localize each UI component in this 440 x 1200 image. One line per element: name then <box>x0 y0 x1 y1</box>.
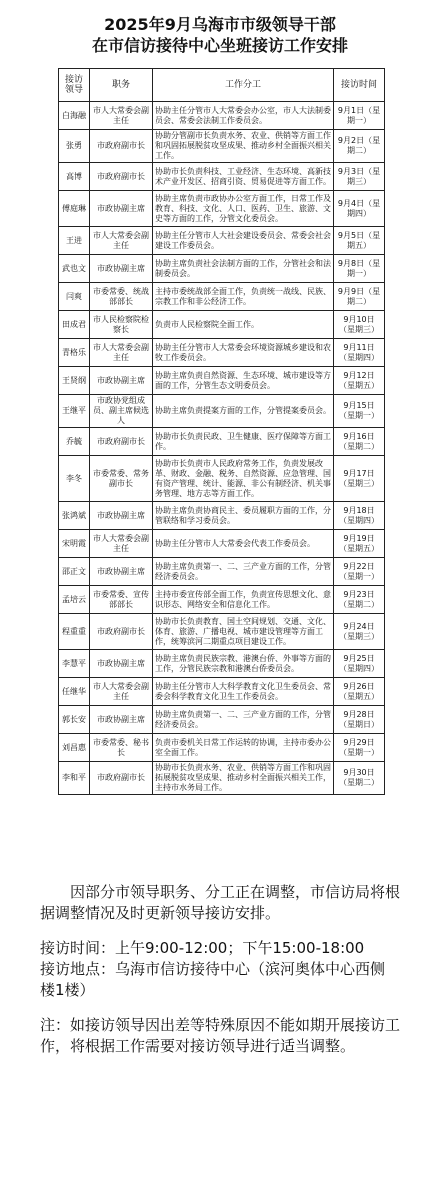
leader-name-cell: 孟培云 <box>59 586 90 614</box>
duty-cell: 协助主席负责民族宗教、港澳台侨、外事等方面的工作，分管民族宗教和港澳台侨委员会。 <box>153 650 334 678</box>
reception-date-cell: 9月12日（星期五） <box>334 367 385 395</box>
table-row <box>59 130 385 163</box>
leader-name-cell: 任继华 <box>59 678 90 706</box>
duty-cell: 负责市委机关日常工作运转的协调，主持市委办公室全面工作。 <box>153 734 334 762</box>
position-cell: 市委常委、秘书长 <box>90 734 153 762</box>
table-row <box>59 367 385 395</box>
position-cell: 市人大常委会副主任 <box>90 339 153 367</box>
reception-date-cell: 9月16日（星期二） <box>334 428 385 456</box>
leader-name-cell: 李慧平 <box>59 650 90 678</box>
duty-cell: 协助市长负责市人民政府常务工作，负责发展改革、财政、金融、税务、自然资源、应急管理、国有资产管理、统计、能源、非公有制经济、机关事务管理、地方志等方面工作。 <box>153 456 334 502</box>
position-cell: 市政协副主席 <box>90 367 153 395</box>
table-row <box>59 706 385 734</box>
title-line-2: 在市信访接待中心坐班接访工作安排 <box>91 36 348 55</box>
reception-date-cell: 9月30日（星期二） <box>334 762 385 795</box>
duty-cell: 协助主席负责市政协办公室方面工作，日常工作及教育、科技、文化、人口、医药、卫生、旅游、文史等方面的工作，分管文化委员会。 <box>153 191 334 227</box>
leader-name-cell: 王继平 <box>59 395 90 428</box>
leader-name-cell: 程重重 <box>59 614 90 650</box>
table-row <box>59 255 385 283</box>
reception-location-label: 接访地点： <box>40 960 116 978</box>
reception-date-cell: 9月29日（星期一） <box>334 734 385 762</box>
position-cell: 市政协党组成员、副主席候选人 <box>90 395 153 428</box>
document-title <box>0 14 440 56</box>
leader-name-cell: 乔毓 <box>59 428 90 456</box>
reception-date-cell: 9月22日（星期一） <box>334 558 385 586</box>
duty-cell: 协助主席负责社会法制方面的工作，分管社会和法制委员会。 <box>153 255 334 283</box>
reception-time-label: 接访时间： <box>40 939 116 957</box>
table-row <box>59 395 385 428</box>
reception-date-cell: 9月10日（星期三） <box>334 311 385 339</box>
duty-cell: 负责市人民检察院全面工作。 <box>153 311 334 339</box>
position-cell: 市政府副市长 <box>90 428 153 456</box>
duty-cell: 协助市长负责科技、工业经济、生态环境、高新技术产业开发区、招商引资、贸易促进等方面工作。 <box>153 163 334 191</box>
table-body <box>59 102 385 795</box>
position-cell: 市人民检察院检察长 <box>90 311 153 339</box>
reception-date-cell: 9月28日（星期日） <box>334 706 385 734</box>
reception-date-cell: 9月2日（星期二） <box>334 130 385 163</box>
table-row <box>59 227 385 255</box>
position-cell: 市政协副主席 <box>90 191 153 227</box>
duty-cell: 协助市长负责教育、国土空间规划、交通、文化、体育、旅游、广播电视、城市建设管理等方面工作，统筹滨河二期重点项目建设工作。 <box>153 614 334 650</box>
leader-name-cell: 田成君 <box>59 311 90 339</box>
reception-date-cell: 9月11日（星期四） <box>334 339 385 367</box>
position-cell: 市人大常委会副主任 <box>90 102 153 130</box>
reception-date-cell: 9月24日（星期三） <box>334 614 385 650</box>
position-cell: 市委常委、宣传部部长 <box>90 586 153 614</box>
reception-location <box>40 959 400 1001</box>
table-row <box>59 762 385 795</box>
header-name: 接访领导 <box>59 69 90 102</box>
reception-date-cell: 9月9日（星期二） <box>334 283 385 311</box>
position-cell: 市委常委、统战部部长 <box>90 283 153 311</box>
leader-name-cell: 王贤纲 <box>59 367 90 395</box>
header-time: 接访时间 <box>334 69 385 102</box>
table-row <box>59 678 385 706</box>
reception-date-cell: 9月4日（星期四） <box>334 191 385 227</box>
duty-cell: 协助主席负责提案方面的工作，分管提案委员会。 <box>153 395 334 428</box>
reception-date-cell: 9月17日（星期三） <box>334 456 385 502</box>
reception-location-value: 乌海市信访接待中心（滨河奥体中心西侧楼1楼） <box>40 960 386 999</box>
duty-cell: 协助市长负责民政、卫生健康、医疗保障等方面工作。 <box>153 428 334 456</box>
reception-date-cell: 9月18日（星期四） <box>334 502 385 530</box>
leader-name-cell: 傅庭琳 <box>59 191 90 227</box>
position-cell: 市人大常委会副主任 <box>90 678 153 706</box>
position-cell: 市政府副市长 <box>90 163 153 191</box>
position-cell: 市政协副主席 <box>90 558 153 586</box>
duty-cell: 协助市长负责水务、农业、供销等方面工作和巩固拓展脱贫攻坚成果、推动乡村全面振兴相关工作，主持市水务局工作。 <box>153 762 334 795</box>
duty-cell: 主持市委宣传部全面工作，负责宣传思想文化、意识形态、网络安全和信息化工作。 <box>153 586 334 614</box>
leader-name-cell: 白海融 <box>59 102 90 130</box>
reception-date-cell: 9月5日（星期五） <box>334 227 385 255</box>
leader-name-cell: 李冬 <box>59 456 90 502</box>
table-row <box>59 456 385 502</box>
reception-date-cell: 9月8日（星期一） <box>334 255 385 283</box>
leader-name-cell: 张勇 <box>59 130 90 163</box>
duty-cell: 协助主席负责自然资源、生态环境、城市建设等方面的工作，分管生态文明委员会。 <box>153 367 334 395</box>
duty-cell: 协助主任分管市人大常委会办公室，市人大法制委员会、常委会法制工作委员会。 <box>153 102 334 130</box>
position-cell: 市政协副主席 <box>90 502 153 530</box>
reception-time-value: 上午9:00-12:00；下午15:00-18:00 <box>115 939 365 957</box>
duty-cell: 协助主席负责第一、二、三产业方面的工作，分管经济委员会。 <box>153 706 334 734</box>
reception-date-cell: 9月19日（星期五） <box>334 530 385 558</box>
leader-name-cell: 闫爽 <box>59 283 90 311</box>
table-header-row <box>59 69 385 102</box>
position-cell: 市人大常委会副主任 <box>90 227 153 255</box>
table-row <box>59 428 385 456</box>
table-row <box>59 339 385 367</box>
title-line-1: 2025年9月乌海市市级领导干部 <box>104 15 336 34</box>
reception-date-cell: 9月15日（星期一） <box>334 395 385 428</box>
leader-name-cell: 邵正文 <box>59 558 90 586</box>
position-cell: 市政协副主席 <box>90 706 153 734</box>
duty-cell: 协助主任分管市人大社会建设委员会、常委会社会建设工作委员会。 <box>153 227 334 255</box>
position-cell: 市政府副市长 <box>90 614 153 650</box>
remark-note: 注：如接访领导因出差等特殊原因不能如期开展接访工作，将根据工作需要对接访领导进行适当调整。 <box>40 1016 401 1055</box>
table-row <box>59 558 385 586</box>
duty-cell: 协助主席负责第一、二、三产业方面的工作，分管经济委员会。 <box>153 558 334 586</box>
reception-time <box>40 938 400 959</box>
header-duty: 工作分工 <box>153 69 334 102</box>
duty-cell: 协助主席负责协商民主、委员履职方面的工作，分管联络和学习委员会。 <box>153 502 334 530</box>
table-row <box>59 283 385 311</box>
table-row <box>59 650 385 678</box>
reception-date-cell: 9月23日（星期二） <box>334 586 385 614</box>
schedule-table <box>58 68 385 795</box>
duty-cell: 协助主任分管市人大常委会环境资源城乡建设和农牧工作委员会。 <box>153 339 334 367</box>
table-row <box>59 614 385 650</box>
table-row <box>59 163 385 191</box>
leader-name-cell: 郭长安 <box>59 706 90 734</box>
position-cell: 市委常委、常务副市长 <box>90 456 153 502</box>
leader-name-cell: 青格乐 <box>59 339 90 367</box>
notes-section <box>40 882 400 1057</box>
duty-cell: 协助主任分管市人大常委会代表工作委员会。 <box>153 530 334 558</box>
position-cell: 市政协副主席 <box>90 650 153 678</box>
table-row <box>59 530 385 558</box>
leader-name-cell: 张鸿斌 <box>59 502 90 530</box>
leader-name-cell: 刘昌惠 <box>59 734 90 762</box>
leader-name-cell: 宋明霞 <box>59 530 90 558</box>
header-position: 职务 <box>90 69 153 102</box>
reception-date-cell: 9月26日（星期五） <box>334 678 385 706</box>
table-row <box>59 311 385 339</box>
leader-name-cell: 王进 <box>59 227 90 255</box>
reception-date-cell: 9月1日（星期一） <box>334 102 385 130</box>
table-row <box>59 734 385 762</box>
table-row <box>59 502 385 530</box>
position-cell: 市政协副主席 <box>90 255 153 283</box>
duty-cell: 协助分管副市长负责水务、农业、供销等方面工作和巩固拓展脱贫攻坚成果、推动乡村全面振兴相关工作。 <box>153 130 334 163</box>
table-row <box>59 586 385 614</box>
adjustment-note: 因部分市领导职务、分工正在调整，市信访局将根据调整情况及时更新领导接访安排。 <box>40 883 401 922</box>
position-cell: 市政府副市长 <box>90 130 153 163</box>
duty-cell: 协助主任分管市人大科学教育文化卫生委员会、常委会科学教育文化卫生工作委员会。 <box>153 678 334 706</box>
position-cell: 市政府副市长 <box>90 762 153 795</box>
reception-date-cell: 9月3日（星期三） <box>334 163 385 191</box>
position-cell: 市人大常委会副主任 <box>90 530 153 558</box>
leader-name-cell: 高博 <box>59 163 90 191</box>
duty-cell: 主持市委统战部全面工作，负责统一战线、民族、宗教工作和非公经济工作。 <box>153 283 334 311</box>
table-row <box>59 102 385 130</box>
reception-date-cell: 9月25日（星期四） <box>334 650 385 678</box>
table-row <box>59 191 385 227</box>
leader-name-cell: 李和平 <box>59 762 90 795</box>
leader-name-cell: 武也文 <box>59 255 90 283</box>
